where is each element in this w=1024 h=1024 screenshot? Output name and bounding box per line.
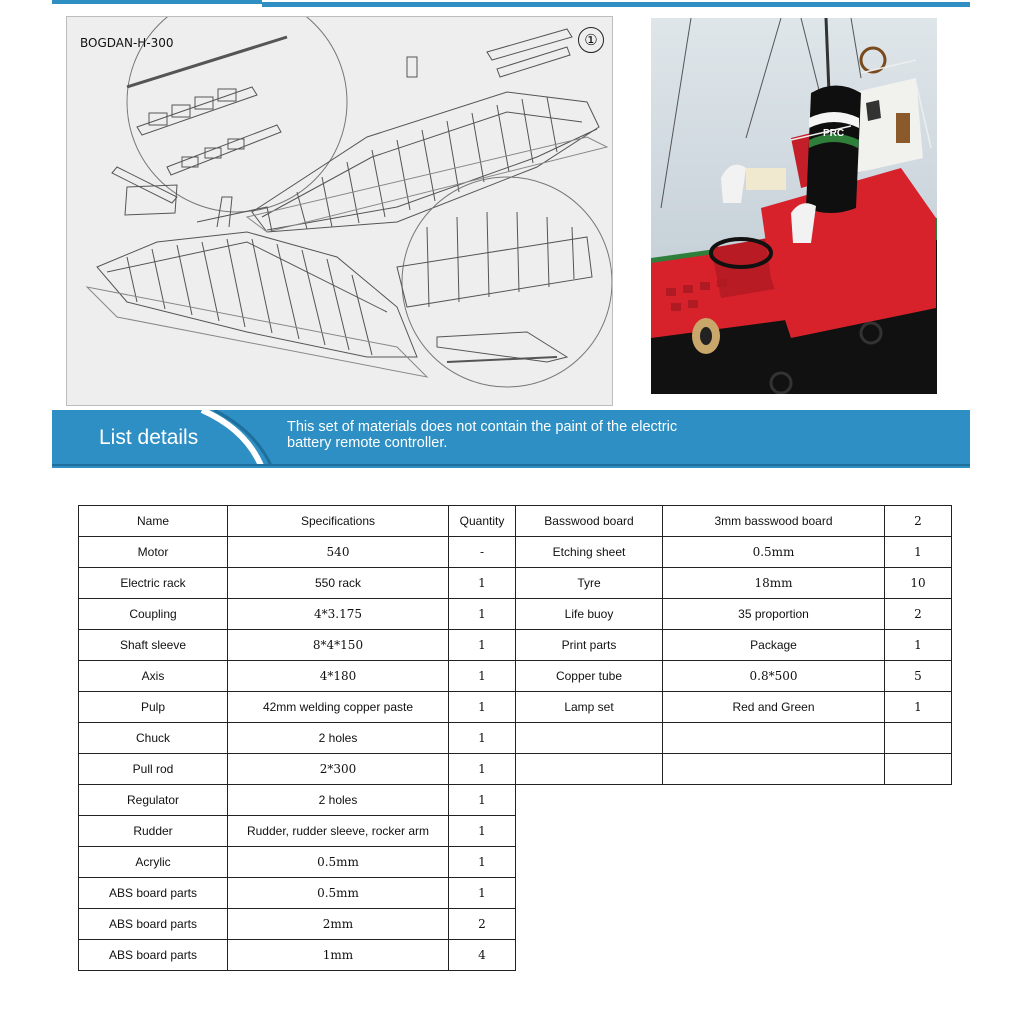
part-spec-cell: 4*180 [228, 661, 449, 692]
part-qty-cell: 1 [449, 568, 516, 599]
part-qty-cell: 10 [885, 568, 952, 599]
top-accent-bar-left [52, 0, 262, 4]
assembly-diagram [66, 16, 613, 406]
part-qty-cell: 1 [885, 692, 952, 723]
part-qty-cell: 1 [885, 630, 952, 661]
parts-table-left [78, 505, 516, 971]
banner-title: List details [99, 426, 199, 449]
header-cell: Specifications [228, 506, 449, 537]
part-name-cell [516, 723, 663, 754]
table-row [79, 599, 516, 630]
model-label: BOGDAN-H-300 [80, 36, 174, 50]
table-row [516, 630, 952, 661]
part-qty-cell: 1 [449, 723, 516, 754]
part-spec-cell: 1mm [228, 940, 449, 971]
part-name-cell: Pull rod [79, 754, 228, 785]
part-spec-cell: 4*3.175 [228, 599, 449, 630]
part-qty-cell: 5 [885, 661, 952, 692]
part-spec-cell: 0.8*500 [663, 661, 885, 692]
top-accent-bar-right [262, 2, 970, 7]
part-spec-cell: 2 holes [228, 723, 449, 754]
table-row [79, 661, 516, 692]
part-spec-cell: 0.5mm [663, 537, 885, 568]
table-row [516, 599, 952, 630]
part-qty-cell: - [449, 537, 516, 568]
part-qty-cell: 1 [449, 785, 516, 816]
table-row [79, 940, 516, 971]
part-spec-cell: 550 rack [228, 568, 449, 599]
part-name-cell: ABS board parts [79, 909, 228, 940]
table-header-row [79, 506, 516, 537]
tugboat-illustration [651, 18, 937, 394]
part-name-cell: Chuck [79, 723, 228, 754]
part-qty-cell: 1 [449, 754, 516, 785]
part-name-cell: Axis [79, 661, 228, 692]
part-spec-cell: 0.5mm [228, 847, 449, 878]
part-spec-cell [663, 723, 885, 754]
part-spec-cell: 35 proportion [663, 599, 885, 630]
part-qty-cell: 1 [449, 878, 516, 909]
hull-frame-drawing [67, 17, 612, 405]
part-spec-cell: 540 [228, 537, 449, 568]
parts-table-right [515, 505, 952, 785]
banner-underline [52, 466, 970, 468]
part-name-cell [516, 754, 663, 785]
table-row [79, 568, 516, 599]
part-qty-cell: 1 [449, 661, 516, 692]
header-cell: Quantity [449, 506, 516, 537]
part-qty-cell: 1 [449, 692, 516, 723]
table-row [79, 785, 516, 816]
part-name-cell: Print parts [516, 630, 663, 661]
part-qty-cell: 1 [449, 816, 516, 847]
table-row [79, 692, 516, 723]
funnel-label: PRC [823, 128, 845, 139]
part-name-cell: Life buoy [516, 599, 663, 630]
part-spec-cell: 42mm welding copper paste [228, 692, 449, 723]
part-spec-cell: 8*4*150 [228, 630, 449, 661]
part-qty-cell: 1 [449, 847, 516, 878]
table-row [79, 723, 516, 754]
header-cell: Name [79, 506, 228, 537]
part-qty-cell [885, 723, 952, 754]
part-spec-cell: Package [663, 630, 885, 661]
part-name-cell: Lamp set [516, 692, 663, 723]
part-spec-cell: 2 holes [228, 785, 449, 816]
part-qty-cell: 1 [449, 599, 516, 630]
part-spec-cell: 2mm [228, 909, 449, 940]
part-name-cell: Basswood board [516, 506, 663, 537]
table-row [79, 816, 516, 847]
part-name-cell: Shaft sleeve [79, 630, 228, 661]
part-spec-cell: Red and Green [663, 692, 885, 723]
part-name-cell: Regulator [79, 785, 228, 816]
table-row [79, 878, 516, 909]
part-qty-cell: 2 [449, 909, 516, 940]
table-row [516, 692, 952, 723]
part-name-cell: Etching sheet [516, 537, 663, 568]
part-spec-cell: 2*300 [228, 754, 449, 785]
part-qty-cell: 2 [885, 599, 952, 630]
part-name-cell: Tyre [516, 568, 663, 599]
part-spec-cell: Rudder, rudder sleeve, rocker arm [228, 816, 449, 847]
part-name-cell: Coupling [79, 599, 228, 630]
part-spec-cell [663, 754, 885, 785]
table-row [516, 568, 952, 599]
table-row [516, 506, 952, 537]
part-qty-cell [885, 754, 952, 785]
part-qty-cell: 1 [449, 630, 516, 661]
table-row [516, 754, 952, 785]
banner-note: This set of materials does not contain the paint of the electric battery remote controller. [287, 419, 678, 451]
part-spec-cell: 3mm basswood board [663, 506, 885, 537]
tugboat-photo [651, 18, 937, 394]
step-number-badge: ① [578, 27, 604, 53]
part-name-cell: Pulp [79, 692, 228, 723]
table-row [79, 909, 516, 940]
part-qty-cell: 1 [885, 537, 952, 568]
part-name-cell: Copper tube [516, 661, 663, 692]
table-row [79, 754, 516, 785]
part-qty-cell: 4 [449, 940, 516, 971]
table-row [79, 847, 516, 878]
part-name-cell: Electric rack [79, 568, 228, 599]
part-spec-cell: 18mm [663, 568, 885, 599]
table-row [79, 630, 516, 661]
part-qty-cell: 2 [885, 506, 952, 537]
part-name-cell: ABS board parts [79, 940, 228, 971]
table-row [79, 537, 516, 568]
part-name-cell: Acrylic [79, 847, 228, 878]
part-name-cell: Motor [79, 537, 228, 568]
part-name-cell: Rudder [79, 816, 228, 847]
part-name-cell: ABS board parts [79, 878, 228, 909]
table-row [516, 661, 952, 692]
part-spec-cell: 0.5mm [228, 878, 449, 909]
table-row [516, 723, 952, 754]
list-details-banner [52, 410, 970, 468]
table-row [516, 537, 952, 568]
